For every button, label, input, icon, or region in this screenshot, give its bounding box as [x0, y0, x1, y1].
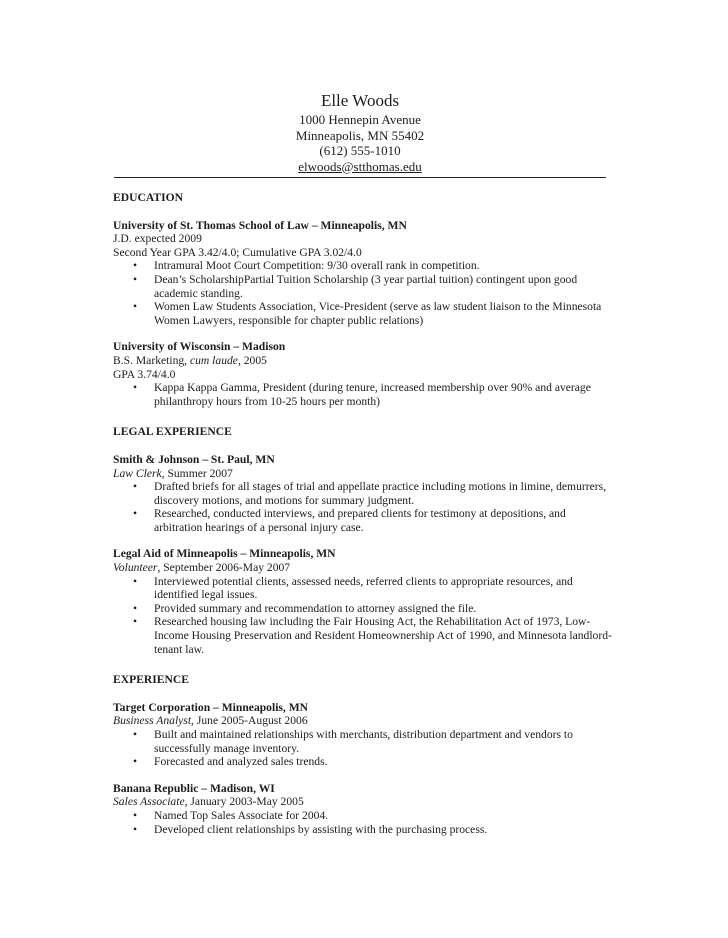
bullet-icon: •: [133, 574, 138, 588]
list-item: • Women Law Students Association, Vice-President (serve as law student liaison to the Minnesota Women Lawyers, responsible for chapter public relations): [133, 300, 602, 327]
bullet-list: [113, 480, 613, 534]
education-entry: [113, 219, 613, 328]
list-item: • Dean’s ScholarshipPartial Tuition Scholarship (3 year partial tuition) contingent upon good academic standing.: [133, 272, 578, 300]
education-entry: [113, 340, 613, 408]
job-role-line: Business Analyst, June 2005-August 2006: [113, 714, 308, 728]
bullet-icon: •: [133, 259, 138, 273]
bullet-icon: •: [133, 480, 138, 494]
employer-name: Target Corporation – Minneapolis, MN: [113, 700, 309, 714]
job-entry: [113, 782, 613, 836]
email-link[interactable]: elwoods@stthomas.edu: [298, 158, 422, 174]
bullet-icon: •: [133, 728, 138, 741]
bullet-icon: •: [133, 808, 138, 822]
bullet-list: [113, 809, 613, 836]
bullet-icon: •: [133, 381, 138, 395]
gpa-line: Second Year GPA 3.42/4.0; Cumulative GPA 3.02/4.0: [113, 245, 362, 259]
degree-line: B.S. Marketing, cum laude, 2005: [113, 353, 267, 367]
phone-number: (612) 555-1010: [319, 143, 401, 158]
resume-header: [114, 90, 606, 174]
list-item: • Developed client relationships by assisting with the purchasing process.: [133, 822, 488, 836]
job-role-line: Sales Associate, January 2003-May 2005: [113, 795, 304, 809]
list-item: • Drafted briefs for all stages of trial and appellate practice including motions in limine, demurrers, discovery motions, and motions for summary judgment.: [133, 480, 607, 507]
list-item: • Researched, conducted interviews, and prepared clients for testimony at depositions, and arbitration hearings of a personal injury case.: [133, 507, 566, 534]
address-line-1: 1000 Hennepin Avenue: [299, 112, 421, 127]
resume-body: [113, 191, 613, 849]
bullet-icon: •: [133, 300, 138, 314]
bullet-icon: •: [133, 822, 138, 836]
bullet-list: [113, 575, 613, 657]
job-role-line: Volunteer, September 2006-May 2007: [113, 561, 291, 575]
bullet-list: [113, 381, 613, 408]
bullet-icon: •: [133, 755, 138, 769]
list-item: • Kappa Kappa Gamma, President (during tenure, increased membership over 90% and average philanthropy hours from 10-25 hours per month): [133, 381, 591, 408]
gpa-line: GPA 3.74/4.0: [113, 367, 176, 381]
bullet-list: [113, 259, 613, 327]
list-item: • Named Top Sales Associate for 2004.: [133, 808, 329, 822]
list-item: • Interviewed potential clients, assessed needs, referred clients to appropriate resources, and identified legal issues.: [133, 574, 573, 602]
employer-name: Smith & Johnson – St. Paul, MN: [113, 452, 275, 466]
job-entry: [113, 453, 613, 535]
address-line-2: Minneapolis, MN 55402: [295, 127, 425, 143]
employer-name: Banana Republic – Madison, WI: [113, 781, 275, 795]
list-item: • Built and maintained relationships with merchants, distribution department and vendors to successfully manage inventory.: [133, 728, 573, 755]
job-role-line: Law Clerk, Summer 2007: [113, 466, 233, 480]
list-item: • Intramural Moot Court Competition: 9/30 overall rank in competition.: [133, 259, 480, 273]
section-title-legal-experience: LEGAL EXPERIENCE: [113, 425, 232, 439]
bullet-icon: •: [133, 272, 138, 286]
employer-name: Legal Aid of Minneapolis – Minneapolis, MN: [113, 547, 336, 561]
section-title-education: EDUCATION: [113, 191, 183, 204]
candidate-name: Elle Woods: [320, 91, 400, 110]
job-entry: [113, 547, 613, 656]
list-item: • Provided summary and recommendation to attorney assigned the file.: [133, 601, 477, 615]
list-item: • Forecasted and analyzed sales trends.: [133, 755, 328, 769]
school-name: University of St. Thomas School of Law – Minneapolis, MN: [113, 218, 407, 232]
school-name: University of Wisconsin – Madison: [113, 340, 286, 354]
job-entry: [113, 701, 613, 769]
list-item: • Researched housing law including the Fair Housing Act, the Rehabilitation Act of 1973, Low-Income Housing Preservation and Resident Homeownership Act of 1990, and Minnesota landlord-tenant law.: [133, 615, 612, 656]
header-divider: [114, 177, 606, 178]
section-title-experience: EXPERIENCE: [113, 673, 190, 687]
bullet-icon: •: [133, 507, 138, 521]
bullet-list: [113, 728, 613, 769]
bullet-icon: •: [133, 615, 138, 629]
degree-line: J.D. expected 2009: [113, 232, 202, 246]
bullet-icon: •: [133, 601, 138, 615]
